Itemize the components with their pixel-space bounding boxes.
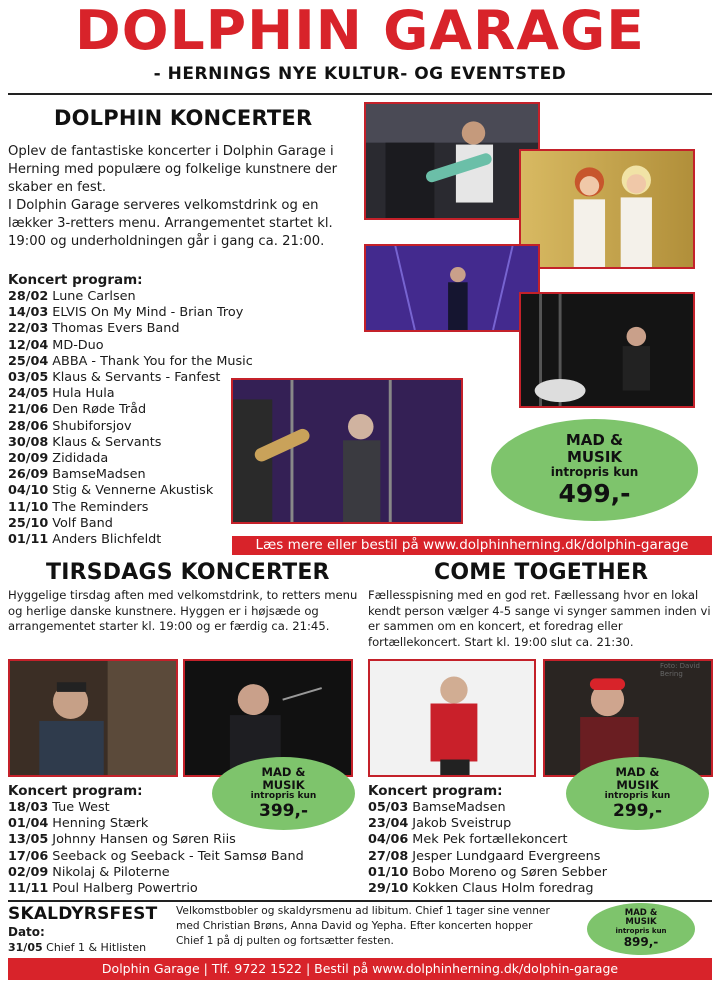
program-act: BamseMadsen — [52, 467, 146, 483]
price-badge-skaldyr: MAD & MUSIK intropris kun 899,- — [587, 903, 695, 955]
program-date: 01/04 — [8, 816, 49, 832]
program-act: BamseMadsen — [412, 800, 506, 815]
koncerter-intro-1: Oplev de fantastiske koncerter i Dolphin Garage i Herning med populære og folkelige kunstnere der skaber en fest. — [8, 144, 337, 195]
program-act: Klaus & Servants - Fanfest — [52, 370, 221, 386]
program-act: Poul Halberg Powertrio — [52, 881, 198, 897]
program-date: 28/02 — [8, 289, 49, 304]
program-item — [8, 849, 304, 865]
photo-bamsemadsen — [368, 659, 536, 777]
program-date: 03/05 — [8, 370, 49, 386]
program-act: ABBA - Thank You for the Music — [52, 353, 253, 369]
koncerter-heading: DOLPHIN KONCERTER — [54, 106, 313, 130]
koncerter-program-list — [8, 289, 253, 548]
program-date: 01/10 — [368, 864, 409, 880]
program-item — [368, 865, 607, 881]
tirsdag-heading: TIRSDAGS KONCERTER — [46, 560, 330, 585]
program-date: 30/08 — [8, 434, 49, 450]
program-act: Den Røde Tråd — [52, 402, 147, 418]
program-item — [8, 386, 253, 402]
program-date: 04/10 — [8, 483, 49, 499]
program-act: ELVIS On My Mind - Brian Troy — [52, 305, 244, 321]
program-date: 05/03 — [368, 800, 409, 815]
photo-guitar-stage — [519, 292, 695, 408]
together-program-heading: Koncert program: — [368, 783, 503, 799]
program-item — [8, 881, 304, 897]
price-badge-together: MAD & MUSIK intropris kun 299,- — [566, 757, 709, 830]
tirsdag-program-heading: Koncert program: — [8, 783, 143, 799]
program-item — [8, 865, 304, 881]
program-act: Lune Carlsen — [52, 289, 136, 304]
program-date: 25/04 — [8, 353, 49, 369]
program-item — [8, 354, 253, 370]
program-item — [368, 849, 607, 865]
photo-abba-duo — [519, 149, 695, 269]
program-act: Jesper Lundgaard Evergreens — [412, 848, 601, 864]
program-date: 17/06 — [8, 848, 49, 864]
program-date: 11/11 — [8, 881, 49, 897]
program-date: 11/10 — [8, 499, 49, 515]
skaldyr-divider — [8, 900, 712, 902]
together-text: Fællesspisning med en god ret. Fællessang hvor en lokal kendt person vælger 4-5 sange vi synger sammen inden vi er sammen om en koncert, et foredrag eller fortællekoncert. Start kl. 19:00 slut ca. 21:30. — [368, 588, 711, 649]
skaldyr-date: 31/05 — [8, 941, 43, 954]
program-date: 18/03 — [8, 800, 49, 815]
program-item — [8, 289, 253, 305]
program-item — [8, 832, 304, 848]
more-info-link[interactable]: Læs mere eller bestil på www.dolphinherning.dk/dolphin-garage — [232, 536, 712, 555]
program-act: Nikolaj & Piloterne — [52, 864, 170, 880]
together-heading: COME TOGETHER — [434, 560, 649, 585]
program-date: 14/03 — [8, 305, 49, 321]
skaldyr-text: Velkomstbobler og skaldyrsmenu ad libitum. Chief 1 tager sine venner med Christian Brøns, Anna David og Yepha. Efter koncerten hopper Chief 1 på dj pulten og fortsætter festen. — [176, 905, 550, 947]
program-act: Zididada — [52, 451, 109, 467]
program-item — [368, 816, 607, 832]
program-date: 28/06 — [8, 418, 49, 434]
program-date: 20/09 — [8, 451, 49, 467]
program-item — [368, 832, 607, 848]
program-date: 12/04 — [8, 337, 49, 353]
program-item — [8, 435, 253, 451]
photo-singer-blue — [364, 244, 540, 332]
program-date: 02/09 — [8, 864, 49, 880]
program-item — [8, 516, 253, 532]
footer-bar[interactable]: Dolphin Garage | Tlf. 9722 1522 | Bestil på www.dolphinherning.dk/dolphin-garage — [8, 958, 712, 980]
koncerter-intro — [8, 143, 358, 251]
page-title: DOLPHIN GARAGE — [75, 0, 645, 62]
together-program-list — [368, 800, 607, 897]
program-act: Henning Stærk — [52, 816, 149, 832]
program-item — [8, 500, 253, 516]
program-act: Shubiforsjov — [52, 418, 132, 434]
program-act: Hula Hula — [52, 386, 115, 402]
photo-guitarists — [364, 102, 540, 220]
program-act: Mek Pek fortællekoncert — [412, 832, 568, 848]
program-item — [8, 338, 253, 354]
koncerter-program-heading: Koncert program: — [8, 272, 143, 288]
koncerter-intro-2: I Dolphin Garage serveres velkomstdrink og en lækker 3-retters menu. Arrangementet startet kl. 19:00 og underholdningen går i gang ca. 21:00. — [8, 198, 333, 249]
program-act: Seeback og Seeback - Teit Samsø Band — [52, 848, 304, 864]
skaldyr-date-label: Dato: — [8, 925, 45, 939]
program-date: 23/04 — [368, 816, 409, 832]
photo-tue-west — [8, 659, 178, 777]
program-item — [8, 370, 253, 386]
program-item — [8, 321, 253, 337]
program-date: 01/11 — [8, 532, 49, 548]
program-item — [8, 467, 253, 483]
price-badge-tirsdag: MAD & MUSIK intropris kun 399,- — [212, 757, 355, 830]
skaldyr-date-line — [8, 941, 146, 954]
program-act: MD-Duo — [52, 337, 104, 353]
program-date: 21/06 — [8, 402, 49, 418]
program-item — [8, 402, 253, 418]
program-item — [368, 881, 607, 897]
program-date: 22/03 — [8, 321, 49, 337]
program-act: Johnny Hansen og Søren Riis — [52, 832, 236, 848]
program-act: Volf Band — [52, 515, 113, 531]
program-act: Anders Blichfeldt — [52, 532, 162, 548]
header-divider — [8, 93, 712, 95]
program-item — [8, 305, 253, 321]
program-date: 29/10 — [368, 881, 409, 897]
skaldyr-heading: SKALDYRSFEST — [8, 904, 158, 924]
program-act: Klaus & Servants — [52, 434, 162, 450]
program-date: 27/08 — [368, 848, 409, 864]
program-date: 13/05 — [8, 832, 49, 848]
program-act: Jakob Sveistrup — [412, 816, 512, 832]
program-act: Bobo Moreno og Søren Sebber — [412, 864, 608, 880]
page-subtitle: - HERNINGS NYE KULTUR- OG EVENTSTED — [153, 64, 567, 84]
program-item — [8, 451, 253, 467]
program-date: 24/05 — [8, 386, 49, 402]
foto-credit: Foto: David Bering — [660, 662, 700, 678]
program-act: Tue West — [52, 800, 110, 815]
program-act: Thomas Evers Band — [52, 321, 180, 337]
skaldyr-act: Chief 1 & Hitlisten — [46, 941, 147, 954]
program-act: The Reminders — [52, 499, 149, 515]
program-act: Kokken Claus Holm foredrag — [412, 881, 594, 897]
price-badge-koncerter: MAD & MUSIK intropris kun 499,- — [491, 419, 698, 521]
program-item — [8, 419, 253, 435]
tirsdag-text: Hyggelige tirsdag aften med velkomstdrink, to retters menu og herlige danske kunstnere. Hyggen er i højsæde og arrangementet starter kl. 19:00 og er færdig ca. 21:45. — [8, 588, 358, 633]
program-date: 25/10 — [8, 515, 49, 531]
program-act: Stig & Vennerne Akustisk — [52, 483, 214, 499]
program-item — [8, 532, 253, 548]
program-item — [8, 483, 253, 499]
program-date: 26/09 — [8, 467, 49, 483]
photo-band-live — [231, 378, 463, 524]
program-date: 04/06 — [368, 832, 409, 848]
